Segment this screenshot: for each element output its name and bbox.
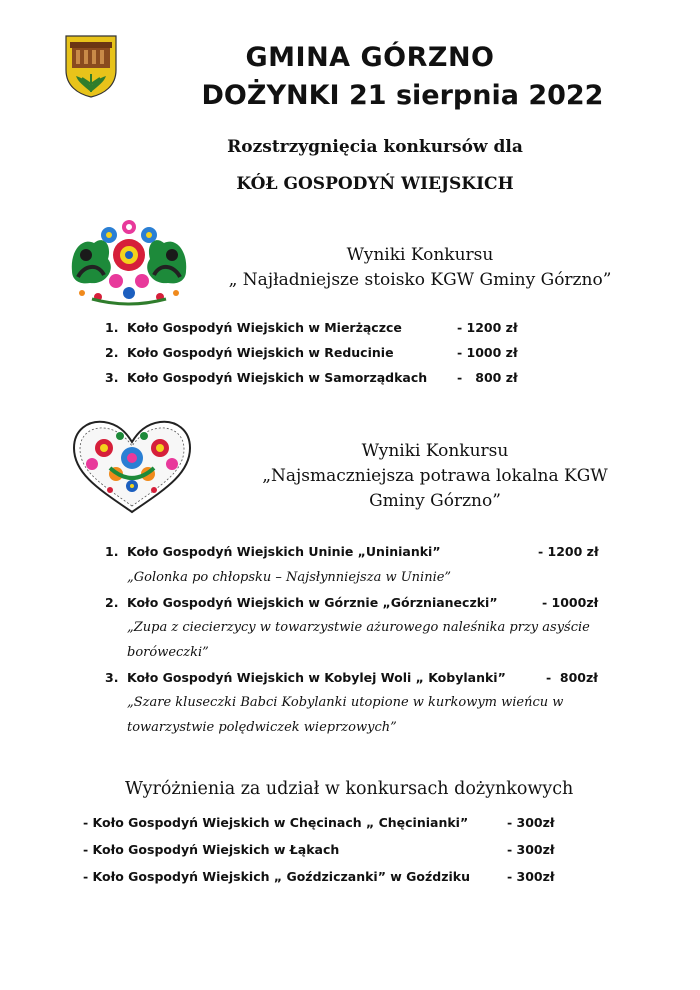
result-number: 3.: [105, 670, 119, 685]
result-name: Koło Gospodyń Wiejskich w Kobylej Woli „ Kobylanki”: [127, 670, 506, 685]
contest1-heading-line1: Wyniki Konkursu: [346, 245, 494, 265]
contest2-prize-3: - 800zł: [546, 670, 598, 685]
contest2-heading-line2: „Najsmaczniejsza potrawa lokalna KGW: [262, 466, 608, 486]
contest2-prize-2: - 1000zł: [542, 595, 599, 610]
award-prize-2: - 300zł: [507, 842, 555, 857]
contest1-heading-line2: „ Najładniejsze stoisko KGW Gminy Górzno”: [228, 270, 612, 290]
result-name: Koło Gospodyń Wiejskich w Mierżączce: [127, 320, 402, 335]
contest2-result-1: [105, 544, 441, 559]
contest1-prize-2: - 1000 zł: [457, 345, 518, 360]
result-number: 1.: [105, 544, 119, 559]
award-item-3: - Koło Gospodyń Wiejskich „ Goździczanki” w Goździku: [83, 869, 470, 884]
page-title: GMINA GÓRZNO: [245, 42, 495, 73]
contest1-prize-3: - 800 zł: [457, 370, 518, 385]
contest2-heading-line3: Gminy Górzno”: [369, 491, 501, 511]
award-item-1: - Koło Gospodyń Wiejskich w Chęcinach „ Chęcinianki”: [83, 815, 469, 830]
folk-heart-illustration: [70, 418, 194, 516]
contest2-heading-line1: Wyniki Konkursu: [361, 441, 509, 461]
contest1-heading: [200, 243, 640, 293]
result-number: 2.: [105, 595, 119, 610]
contest2-prize-1: - 1200 zł: [538, 544, 599, 559]
award-prize-1: - 300zł: [507, 815, 555, 830]
result-name: Koło Gospodyń Wiejskich w Samorządkach: [127, 370, 428, 385]
awards-heading: Wyróżnienia za udział w konkursach dożynkowych: [125, 779, 574, 799]
contest2-dish-1: „Golonka po chłopsku – Najsłynniejsza w Uninie”: [127, 570, 452, 585]
dish-line: „Szare kluseczki Babci Kobylanki utopione w kurkowym wieńcu w: [127, 695, 564, 710]
contest1-result-3: [105, 370, 427, 385]
subtitle-kgw: KÓŁ GOSPODYŃ WIEJSKICH: [236, 174, 514, 194]
result-number: 2.: [105, 345, 119, 360]
dish-line: „Zupa z ciecierzycy w towarzystwie ażurowego naleśnika przy asyście: [127, 620, 590, 635]
result-number: 1.: [105, 320, 119, 335]
award-prize-3: - 300zł: [507, 869, 555, 884]
contest2-dish-2: [127, 615, 627, 665]
contest2-result-2: [105, 595, 498, 610]
result-number: 3.: [105, 370, 119, 385]
event-title: DOŻYNKI 21 sierpnia 2022: [201, 80, 604, 111]
contest1-result-1: [105, 320, 402, 335]
contest1-prize-1: - 1200 zł: [457, 320, 518, 335]
award-item-2: - Koło Gospodyń Wiejskich w Łąkach: [83, 842, 340, 857]
result-name: Koło Gospodyń Wiejskich w Górznie „Górznianeczki”: [127, 595, 498, 610]
dish-line: towarzystwie polędwiczek wieprzowych”: [127, 720, 397, 735]
contest2-dish-3: [127, 690, 627, 740]
folk-roosters-illustration: [64, 215, 194, 307]
result-name: Koło Gospodyń Wiejskich w Reducinie: [127, 345, 394, 360]
contest2-heading: [215, 439, 655, 514]
subtitle: Rozstrzygnięcia konkursów dla: [227, 137, 523, 157]
contest2-result-3: [105, 670, 506, 685]
contest1-result-2: [105, 345, 394, 360]
result-name: Koło Gospodyń Wiejskich Uninie „Uninianki”: [127, 544, 441, 559]
dish-line: boróweczki”: [127, 645, 209, 660]
